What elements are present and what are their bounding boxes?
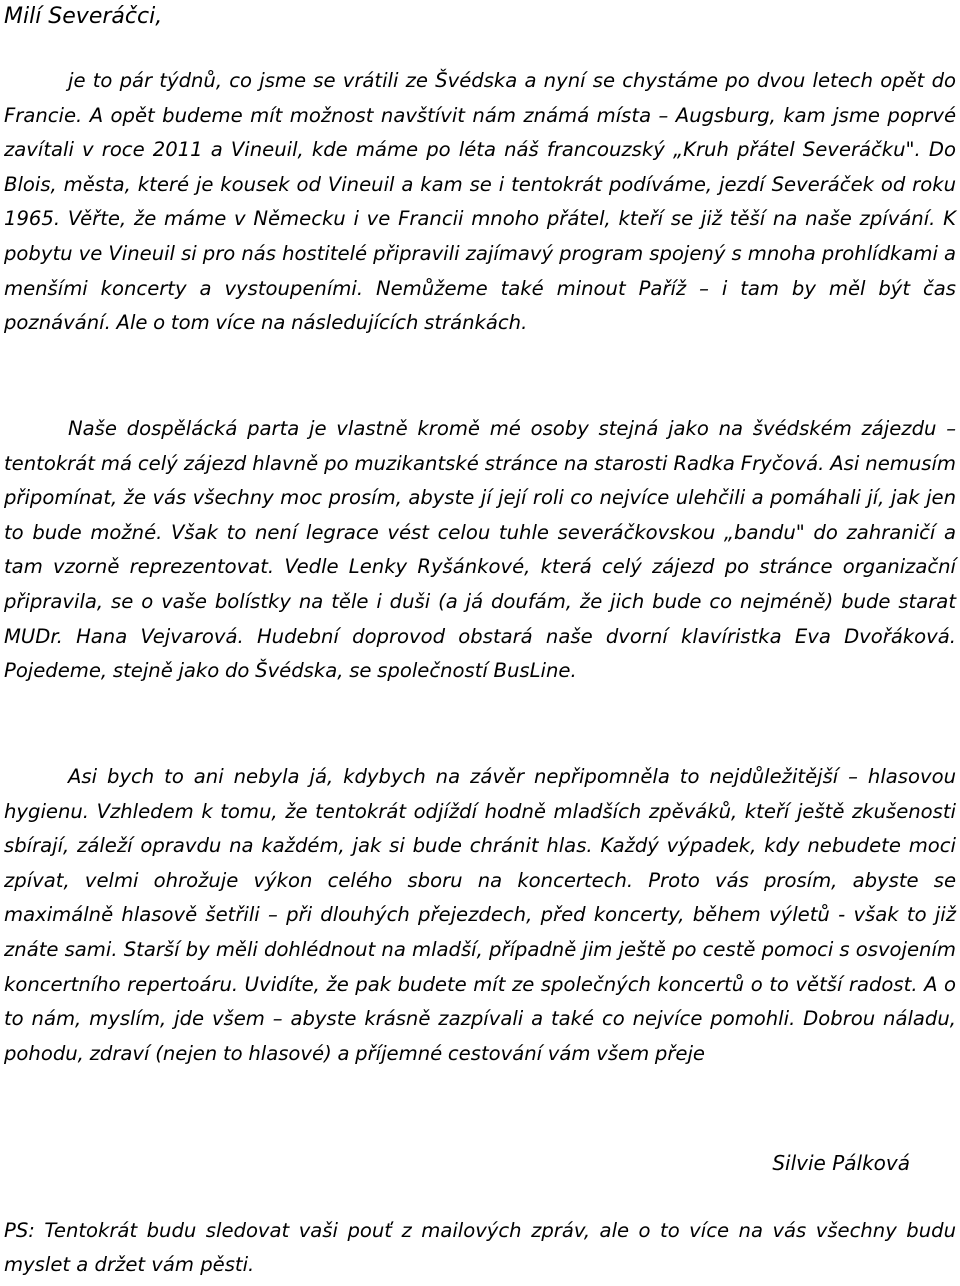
paragraph-voice-care: Asi bych to ani nebyla já, kdybych na závěr nepřipomněla to nejdůležitější – hlasovou hygienu. Vzhledem k tomu, že tentokrát odjíždí hodně mladších zpěváků, kteří ještě zkušenosti sbírají, záleží opravdu na každém, jak si bude chránit hlas. Každý výpadek, kdy nebudete moci zpívat, velmi ohrožuje výkon celého sboru na koncertech. Proto vás prosím, abyste se maximálně hlasově šetřili – při dlouhých přejezdech, před koncerty, během výletů - však to již znáte sami. Starší by měli dohlédnout na mladší, případně jim ještě po cestě pomoci s osvojením koncertního repertoáru. Uvidíte, že pak budete mít ze společných koncertů o to větší radost. A o to nám, myslím, jde všem – abyste krásně zazpívali a také co nejvíce pomohli. Dobrou náladu, pohodu, zdraví (nejen to hlasové) a příjemné cestování vám všem přeje: [4, 765, 956, 1065]
postscript: PS: Tentokrát budu sledovat vaši pouť z mailových zpráv, ale o to více na vás všechny budu myslet a držet vám pěsti.: [4, 1219, 956, 1276]
paragraph-team: Naše dospělácká parta je vlastně kromě mé osoby stejná jako na švédském zájezdu – tentokrát má celý zájezd hlavně po muzikantské stránce na starosti Radka Fryčová. Asi nemusím připomínat, že vás všechny moc prosím, abyste jí její roli co nejvíce ulehčili a pomáhali jí, jak jen to bude možné. Však to není legrace vést celou tuhle severáčkovskou „bandu" do zahraničí a tam vzorně reprezentovat. Vedle Lenky Ryšánkové, která celý zájezd po stránce organizační připravila, se o vaše bolístky na těle i duši (a já doufám, že jich bude co nejméně) bude starat MUDr. Hana Vejvarová. Hudební doprovod obstará naše dvorní klavíristka Eva Dvořáková. Pojedeme, stejně jako do Švédska, se společností BusLine.: [4, 417, 956, 683]
paragraph-intro: je to pár týdnů, co jsme se vrátili ze Švédska a nyní se chystáme po dvou letech opět do Francie. A opět budeme mít možnost navštívit nám známá místa – Augsburg, kam jsme poprvé zavítali v roce 2011 a Vineuil, kde máme po léta náš francouzský „Kruh přátel Severáčku". Do Blois, města, které je kousek od Vineuil a kam se i tentokrát podíváme, jezdí Severáček od roku 1965. Věřte, že máme v Německu i ve Francii mnoho přátel, kteří se již těší na naše zpívání. K pobytu ve Vineuil si pro nás hostitelé připravili zajímavý program spojený s mnoha prohlídkami a menšími koncerty a vystoupeními. Nemůžeme také minout Paříž – i tam by měl být čas poznávání. Ale o tom více na následujících stránkách.: [4, 69, 956, 335]
signature: Silvie Pálková: [772, 1151, 910, 1175]
salutation: Milí Severáčci,: [4, 4, 163, 29]
